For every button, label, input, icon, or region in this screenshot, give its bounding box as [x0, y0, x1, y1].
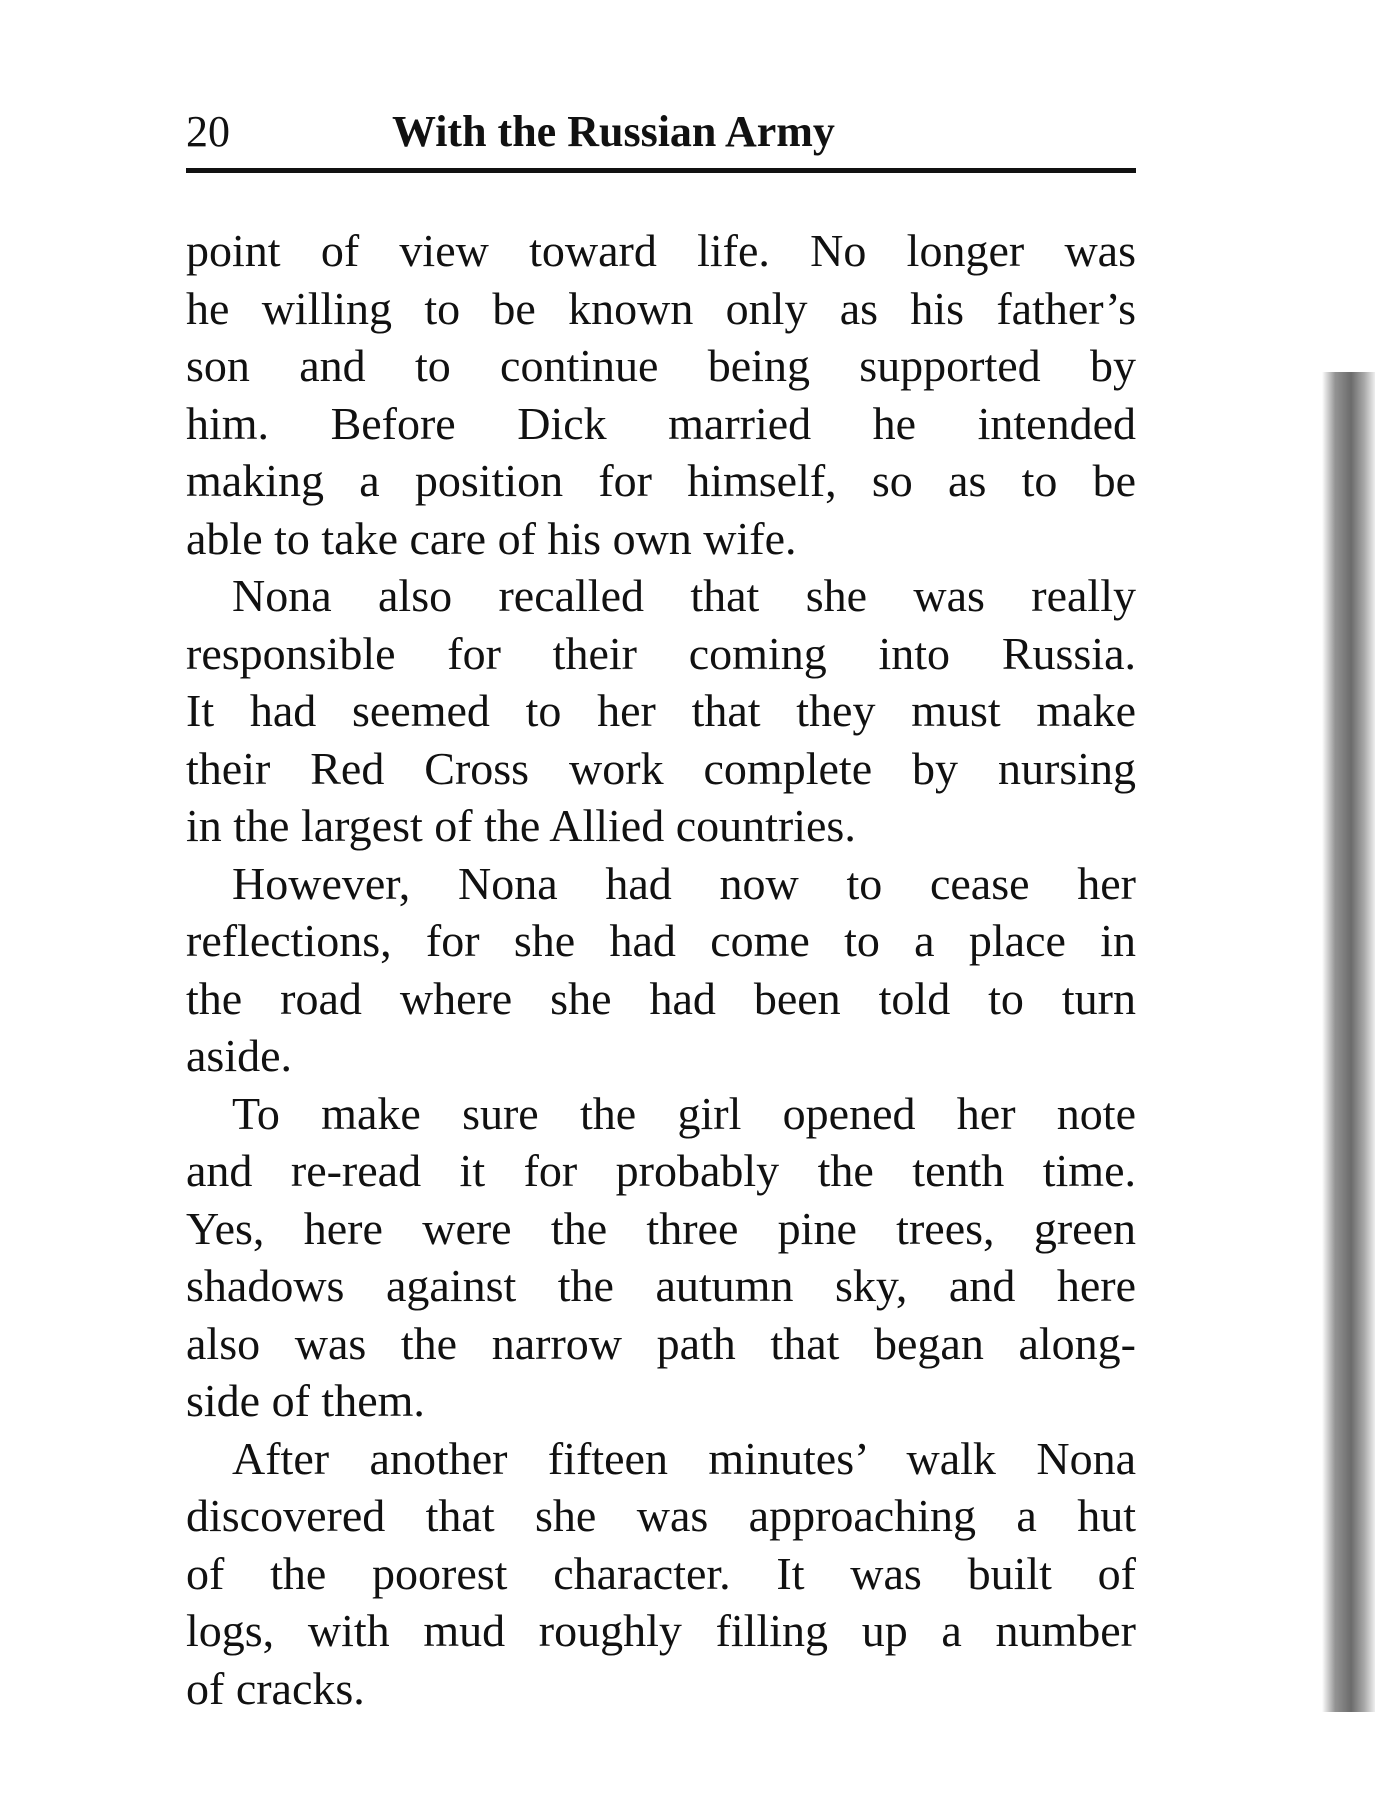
scan-edge-shadow	[1322, 372, 1375, 1712]
paragraph-2	[186, 567, 1136, 855]
text-line: in the largest of the Allied countries.	[186, 800, 856, 851]
text-line: son and to continue being supported by	[186, 340, 1136, 391]
text-line: logs, with mud roughly filling up a number	[186, 1605, 1136, 1656]
text-line: he willing to be known only as his father’s	[186, 282, 1136, 334]
paragraph-3	[186, 855, 1136, 1085]
text-line: of cracks.	[186, 1662, 365, 1714]
text-line: point of view toward life. No longer was	[186, 225, 1136, 276]
text-line: discovered that she was approaching a hut	[186, 1490, 1136, 1541]
running-title: With the Russian Army	[392, 107, 835, 156]
text-line: It had seemed to her that they must make	[186, 685, 1136, 736]
text-line: Nona also recalled that she was really	[232, 570, 1136, 621]
text-line: However, Nona had now to cease her	[232, 857, 1136, 909]
text-line: reflections, for she had come to a place in	[186, 915, 1136, 966]
paragraph-4	[186, 1085, 1136, 1430]
text-line: After another fifteen minutes’ walk Nona	[232, 1432, 1136, 1484]
text-line: Yes, here were the three pine trees, green	[186, 1202, 1136, 1254]
page-number: 20	[186, 107, 230, 156]
text-line: and re-read it for probably the tenth time.	[186, 1145, 1136, 1196]
paragraph-1	[186, 222, 1136, 567]
text-line: making a position for himself, so as to be	[186, 455, 1136, 506]
text-line: To make sure the girl opened her note	[232, 1087, 1136, 1139]
paragraph-5	[186, 1430, 1136, 1718]
text-line: the road where she had been told to turn	[186, 972, 1136, 1024]
text-line: side of them.	[186, 1375, 425, 1426]
body-text	[186, 222, 1136, 1717]
text-line: able to take care of his own wife.	[186, 512, 797, 564]
page-header	[186, 100, 1136, 170]
text-line: also was the narrow path that began along-	[186, 1317, 1136, 1369]
text-line: shadows against the autumn sky, and here	[186, 1260, 1136, 1311]
text-line: their Red Cross work complete by nursing	[186, 742, 1136, 794]
header-rule	[186, 168, 1136, 173]
text-line: responsible for their coming into Russia.	[186, 627, 1136, 679]
text-line: aside.	[186, 1030, 293, 1081]
text-line: of the poorest character. It was built of	[186, 1547, 1136, 1599]
text-line: him. Before Dick married he intended	[186, 397, 1136, 449]
